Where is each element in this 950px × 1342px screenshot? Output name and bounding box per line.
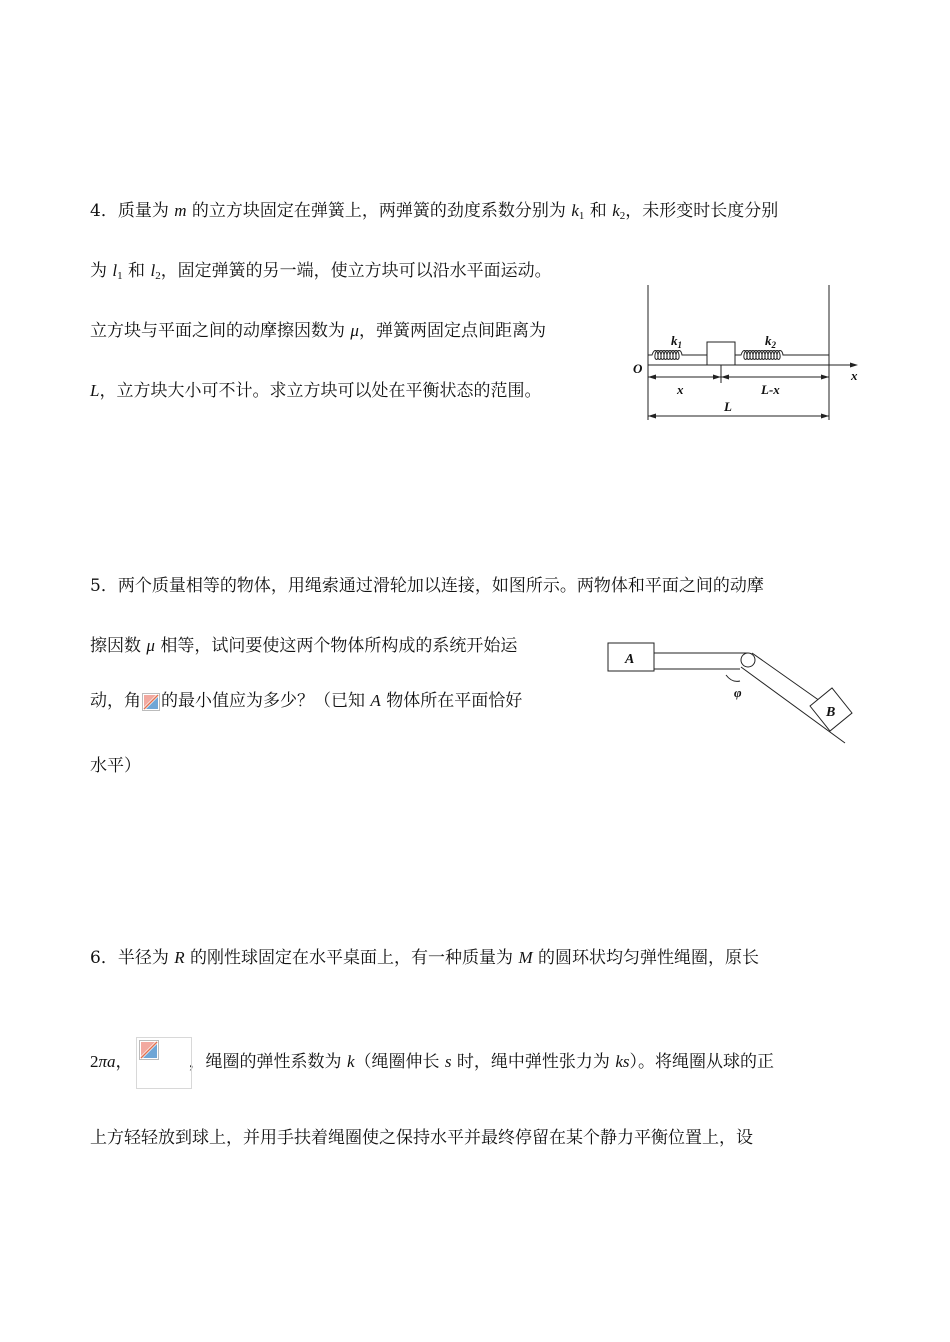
p5-line-3: 动，角 的最小值应为多少？（已知 A 物体所在平面恰好 [90,691,523,711]
label-L-x: L-x [761,382,780,397]
block [707,342,735,365]
p6-line-1: 6．半径为 R 的刚性球固定在水平桌面上，有一种质量为 M 的圆环状均匀弹性绳圈，原长 [90,948,760,968]
spring-k2 [735,351,829,360]
p4-line-1: 4．质量为 m 的立方块固定在弹簧上，两弹簧的劲度系数分别为 $k_1$ 和 $k_2$，未形变时长度分别 [90,201,779,222]
label-A: A [625,652,635,667]
label-O: O [633,361,643,376]
p6-line-2: 2πa， ，绳圈的弹性系数为 k（绳圈伸长 s 时，绳中弹性张力为 ks）。将绳圈从球的正 [90,1052,774,1072]
label-B: B [826,705,836,720]
p5-line-2: 擦因数 μ 相等，试问要使这两个物体所构成的系统开始运 [90,636,518,656]
label-x-axis: x [851,368,858,383]
pulley [741,653,755,667]
p4-line-3: 立方块与平面之间的动摩擦因数为 μ，弹簧两固定点间距离为 [90,321,546,341]
label-k2: $k_2$ [765,333,776,350]
p6-line-3: 上方轻轻放到球上，并用手扶着绳圈使之保持水平并最终停留在某个静力平衡位置上，设 [90,1128,753,1148]
rope-lower [752,653,820,701]
spring-block-diagram [625,280,865,425]
label-x: x [677,382,684,397]
spring-k1 [648,351,707,360]
p5-line-1: 5．两个质量相等的物体，用绳索通过滑轮加以连接，如图所示。两物体和平面之间的动摩 [90,576,764,596]
broken-image-icon [142,693,160,711]
broken-image-icon [139,1040,159,1060]
label-phi: φ [734,685,742,700]
label-k1: $k_1$ [671,333,682,350]
p5-line-4: 水平） [90,756,141,776]
pulley-diagram [600,635,860,750]
broken-image-placeholder [136,1037,192,1089]
label-L: L [724,399,732,414]
p4-line-4: L，立方块大小可不计。求立方块可以处在平衡状态的范围。 [90,381,542,401]
p4-line-2: 为 $l_1$ 和 $l_2$，固定弹簧的另一端，使立方块可以沿水平面运动。 [90,261,552,282]
angle-arc [726,675,740,681]
